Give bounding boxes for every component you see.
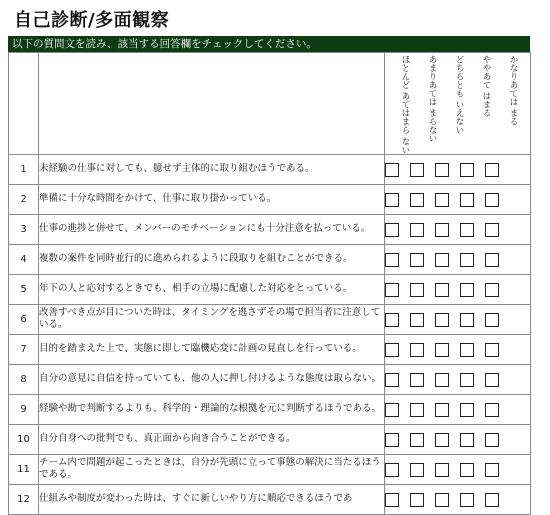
option-label-3-wrap <box>472 53 499 154</box>
option-label: ややあて はまる <box>481 55 491 118</box>
question-row <box>9 424 531 454</box>
question-row <box>9 154 531 184</box>
question-row <box>9 274 531 304</box>
instruction-banner: 以下の質問文を読み、該当する回答欄をチェックしてください。 <box>8 36 530 52</box>
answer-checkbox[interactable] <box>485 223 499 237</box>
answer-checkbox[interactable] <box>435 193 449 207</box>
answer-checkbox[interactable] <box>485 433 499 447</box>
question-text: 仕組みや制度が変わった時は、すぐに新しいやり方に順応できるほうであ <box>39 484 385 514</box>
option-label: かなりあては まる <box>508 55 518 126</box>
answer-checkbox[interactable] <box>410 193 424 207</box>
question-number: 3 <box>9 214 39 244</box>
question-number: 10 <box>9 424 39 454</box>
answer-checkbox[interactable] <box>410 313 424 327</box>
answer-checkbox[interactable] <box>385 373 399 387</box>
answer-options <box>385 214 531 244</box>
answer-checkbox[interactable] <box>435 493 449 507</box>
answer-checkbox[interactable] <box>485 253 499 267</box>
answer-checkbox[interactable] <box>385 253 399 267</box>
answer-checkbox[interactable] <box>435 313 449 327</box>
option-label-2-wrap <box>445 53 472 154</box>
question-text: チーム内で問題が起こったときは、自分が先頭に立って事態の解決に当たるほうである。 <box>39 454 385 484</box>
question-text: 目的を踏まえた上で、実態に即して臨機応変に計画の見直しを行っている。 <box>39 334 385 364</box>
answer-checkbox[interactable] <box>385 163 399 177</box>
answer-checkbox[interactable] <box>410 373 424 387</box>
question-text: 年下の人と応対するときでも、相手の立場に配慮した対応をとっている。 <box>39 274 385 304</box>
question-row <box>9 334 531 364</box>
question-number: 2 <box>9 184 39 214</box>
answer-checkbox[interactable] <box>435 433 449 447</box>
option-label: どちらとも いえない <box>454 55 464 135</box>
answer-checkbox[interactable] <box>485 493 499 507</box>
answer-checkbox[interactable] <box>435 343 449 357</box>
question-row <box>9 304 531 334</box>
answer-checkbox[interactable] <box>385 283 399 297</box>
question-row <box>9 394 531 424</box>
answer-checkbox[interactable] <box>410 403 424 417</box>
answer-options <box>385 364 531 394</box>
question-number: 9 <box>9 394 39 424</box>
question-number: 11 <box>9 454 39 484</box>
question-number: 8 <box>9 364 39 394</box>
page-title: 自己診断/多面観察 <box>14 10 170 31</box>
header-question-cell <box>39 53 385 155</box>
question-text: 未経験の仕事に対しても、臆せず主体的に取り組むほうである。 <box>39 154 385 184</box>
answer-options <box>385 184 531 214</box>
answer-checkbox[interactable] <box>460 433 474 447</box>
answer-checkbox[interactable] <box>460 403 474 417</box>
answer-checkbox[interactable] <box>460 283 474 297</box>
answer-options <box>385 394 531 424</box>
answer-checkbox[interactable] <box>385 463 399 477</box>
question-row <box>9 364 531 394</box>
answer-checkbox[interactable] <box>435 283 449 297</box>
answer-checkbox[interactable] <box>410 283 424 297</box>
question-text: 準備に十分な時間をかけて、仕事に取り掛かっている。 <box>39 184 385 214</box>
answer-checkbox[interactable] <box>485 313 499 327</box>
answer-checkbox[interactable] <box>435 463 449 477</box>
question-number: 7 <box>9 334 39 364</box>
question-text: 経験や勘で判断するよりも、科学的・理論的な根拠を元に判断するほうである。 <box>39 394 385 424</box>
question-number: 4 <box>9 244 39 274</box>
answer-options <box>385 454 531 484</box>
option-label: あまりあては まらない <box>427 55 437 143</box>
question-text: 仕事の進捗と併せて、メンバーのモチベーションにも十分注意を払っている。 <box>39 214 385 244</box>
answer-options <box>385 484 531 514</box>
answer-checkbox[interactable] <box>435 403 449 417</box>
answer-checkbox[interactable] <box>435 373 449 387</box>
header-options-cell <box>385 53 531 155</box>
answer-checkbox[interactable] <box>410 493 424 507</box>
header-num-cell <box>9 53 39 155</box>
question-row <box>9 214 531 244</box>
question-text: 自分の意見に自信を持っていても、他の人に押し付けるような態度は取らない。 <box>39 364 385 394</box>
answer-options <box>385 424 531 454</box>
option-label-1-wrap <box>418 53 445 154</box>
answer-checkbox[interactable] <box>410 463 424 477</box>
answer-checkbox[interactable] <box>485 463 499 477</box>
answer-checkbox[interactable] <box>435 253 449 267</box>
answer-checkbox[interactable] <box>485 403 499 417</box>
answer-checkbox[interactable] <box>460 493 474 507</box>
question-number: 5 <box>9 274 39 304</box>
answer-options <box>385 154 531 184</box>
answer-checkbox[interactable] <box>460 343 474 357</box>
question-text: 複数の案件を同時並行的に進められるように段取りを組むことができる。 <box>39 244 385 274</box>
answer-checkbox[interactable] <box>435 163 449 177</box>
question-number: 1 <box>9 154 39 184</box>
answer-checkbox[interactable] <box>410 343 424 357</box>
answer-checkbox[interactable] <box>460 163 474 177</box>
answer-checkbox[interactable] <box>460 223 474 237</box>
answer-checkbox[interactable] <box>385 493 399 507</box>
answer-checkbox[interactable] <box>460 373 474 387</box>
answer-checkbox[interactable] <box>410 223 424 237</box>
answer-checkbox[interactable] <box>435 223 449 237</box>
answer-checkbox[interactable] <box>385 193 399 207</box>
question-number: 12 <box>9 484 39 514</box>
answer-checkbox[interactable] <box>385 403 399 417</box>
question-number: 6 <box>9 304 39 334</box>
option-label-4-wrap <box>499 53 526 154</box>
answer-options <box>385 334 531 364</box>
answer-checkbox[interactable] <box>460 193 474 207</box>
answer-checkbox[interactable] <box>485 373 499 387</box>
answer-checkbox[interactable] <box>485 193 499 207</box>
answer-checkbox[interactable] <box>460 313 474 327</box>
answer-checkbox[interactable] <box>485 283 499 297</box>
answer-checkbox[interactable] <box>385 343 399 357</box>
answer-checkbox[interactable] <box>385 223 399 237</box>
question-row <box>9 454 531 484</box>
answer-options <box>385 274 531 304</box>
answer-checkbox[interactable] <box>485 343 499 357</box>
question-row <box>9 244 531 274</box>
question-row <box>9 184 531 214</box>
questionnaire-table <box>8 52 531 515</box>
answer-checkbox[interactable] <box>410 253 424 267</box>
header-row <box>9 53 531 155</box>
answer-checkbox[interactable] <box>385 433 399 447</box>
answer-checkbox[interactable] <box>485 163 499 177</box>
answer-checkbox[interactable] <box>460 253 474 267</box>
answer-checkbox[interactable] <box>410 433 424 447</box>
option-label-0-wrap <box>391 53 418 154</box>
option-label: ほとんど あてはまら ない <box>400 55 410 154</box>
question-row <box>9 484 531 514</box>
question-text: 改善すべき点が目についた時は、タイミングを逃さずその場で担当者に注意している。 <box>39 304 385 334</box>
answer-checkbox[interactable] <box>410 163 424 177</box>
question-text: 自分自身への批判でも、真正面から向き合うことができる。 <box>39 424 385 454</box>
answer-checkbox[interactable] <box>385 313 399 327</box>
answer-options <box>385 304 531 334</box>
answer-checkbox[interactable] <box>460 463 474 477</box>
answer-options <box>385 244 531 274</box>
